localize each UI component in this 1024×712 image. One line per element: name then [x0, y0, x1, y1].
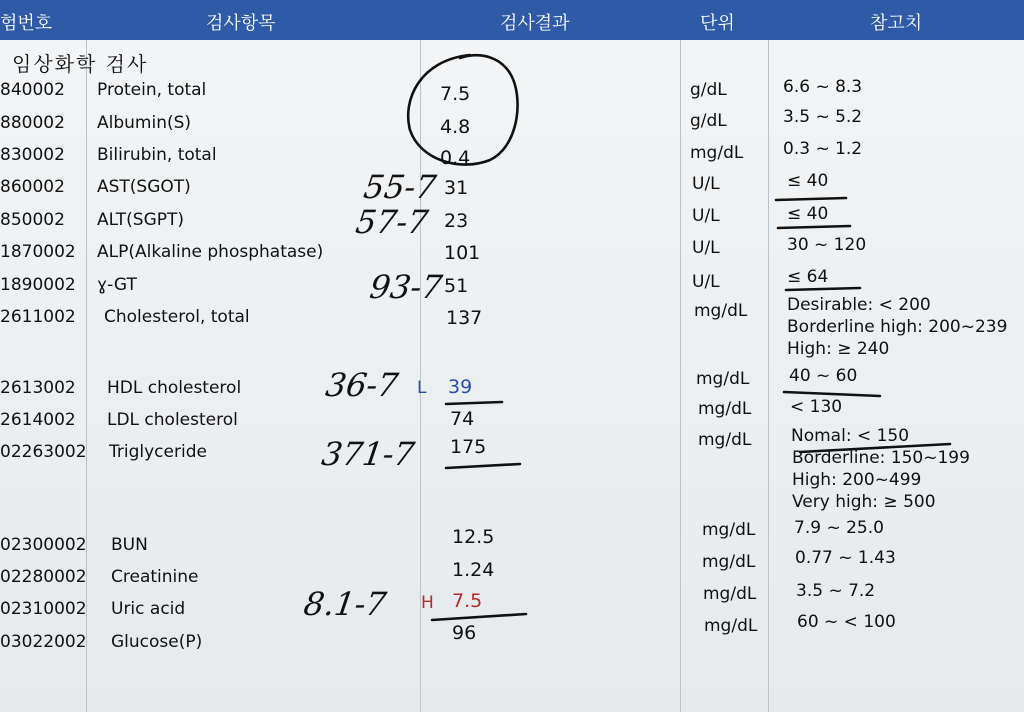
table-header — [0, 0, 1024, 40]
test-unit: U/L — [692, 272, 720, 292]
test-code: 860002 — [0, 177, 65, 197]
test-result: 101 — [444, 242, 481, 264]
test-unit: mg/dL — [702, 520, 756, 540]
test-result: 51 — [444, 275, 469, 297]
test-code: 880002 — [0, 113, 65, 133]
test-ref: 60 ~ < 100 — [797, 612, 896, 632]
test-ref: High: 200~499 — [792, 470, 922, 490]
test-item: Uric acid — [111, 599, 186, 619]
header-item: 검사항목 — [206, 13, 276, 34]
test-ref: 3.5 ~ 7.2 — [796, 581, 876, 601]
test-ref: 0.3 ~ 1.2 — [783, 139, 863, 159]
test-code: 2613002 — [0, 378, 76, 398]
test-result: 31 — [444, 177, 469, 199]
test-code: 02310002 — [0, 599, 87, 619]
handwritten-note: 8.1-7 — [301, 585, 389, 623]
handwritten-note: 93-7 — [367, 268, 445, 306]
test-code: 2611002 — [0, 307, 76, 327]
test-item: ɣ-GT — [97, 275, 137, 295]
test-item: Protein, total — [97, 80, 207, 100]
handwritten-note: 57-7 — [353, 203, 431, 241]
test-ref: 30 ~ 120 — [787, 235, 867, 255]
test-result: 1.24 — [452, 559, 495, 581]
test-result: 74 — [450, 408, 475, 430]
test-ref: Desirable: < 200 — [787, 295, 931, 315]
test-code: 02300002 — [0, 535, 87, 555]
test-ref: Very high: ≥ 500 — [792, 492, 936, 512]
test-unit: g/dL — [690, 111, 727, 131]
test-item: ALP(Alkaline phosphatase) — [97, 242, 324, 262]
test-item: Bilirubin, total — [97, 145, 217, 165]
header-ref: 참고치 — [870, 13, 923, 34]
test-unit: mg/dL — [704, 616, 758, 636]
test-item: Cholesterol, total — [104, 307, 250, 327]
table-row — [0, 366, 1024, 410]
test-item: Triglyceride — [109, 442, 207, 462]
test-code: 1870002 — [0, 242, 76, 262]
test-item: BUN — [111, 535, 148, 555]
high-flag: H — [421, 593, 434, 613]
test-ref: High: ≥ 240 — [787, 339, 890, 359]
handwritten-note: 36-7 — [323, 366, 401, 404]
test-code: 02263002 — [0, 442, 87, 462]
test-item: ALT(SGPT) — [97, 210, 185, 230]
test-item: LDL cholesterol — [107, 410, 238, 430]
test-ref: 0.77 ~ 1.43 — [795, 548, 896, 568]
test-item: AST(SGOT) — [97, 177, 191, 197]
test-result: 4.8 — [440, 116, 471, 138]
test-ref: 7.9 ~ 25.0 — [794, 518, 884, 538]
test-unit: g/dL — [690, 80, 727, 100]
table-row — [0, 235, 1024, 274]
table-row — [0, 426, 1024, 512]
table-row — [0, 139, 1024, 177]
test-unit: mg/dL — [696, 369, 750, 389]
section-title: 임상화학 검사 — [12, 52, 149, 76]
test-result: 7.5 — [452, 590, 483, 612]
test-unit: mg/dL — [698, 430, 752, 450]
table-row — [0, 612, 1024, 664]
test-result: 7.5 — [440, 83, 471, 105]
test-ref: ≤ 64 — [787, 267, 829, 287]
test-unit: mg/dL — [694, 301, 748, 321]
table-row — [0, 107, 1024, 145]
test-ref: ≤ 40 — [787, 204, 829, 224]
test-code: 840002 — [0, 80, 65, 100]
test-code: 1890002 — [0, 275, 76, 295]
test-ref: Borderline: 150~199 — [792, 448, 970, 468]
test-unit: U/L — [692, 174, 720, 194]
test-ref: 6.6 ~ 8.3 — [783, 77, 863, 97]
table-row — [0, 171, 1024, 209]
header-unit: 단위 — [700, 13, 735, 34]
test-result: 0.4 — [440, 147, 471, 169]
test-item: HDL cholesterol — [107, 378, 242, 398]
handwritten-note: 55-7 — [361, 168, 439, 206]
test-ref: ≤ 40 — [787, 171, 829, 191]
test-unit: U/L — [692, 238, 720, 258]
test-ref: < 130 — [790, 397, 843, 417]
test-result: 96 — [452, 622, 477, 644]
test-ref: 40 ~ 60 — [789, 366, 858, 386]
test-code: 03022002 — [0, 632, 87, 652]
header-code: 험번호 — [0, 13, 53, 34]
test-code: 2614002 — [0, 410, 76, 430]
test-unit: mg/dL — [703, 584, 757, 604]
test-ref: Borderline high: 200~239 — [787, 317, 1008, 337]
table-row — [0, 77, 1024, 112]
low-flag: L — [417, 378, 427, 398]
test-item: Albumin(S) — [97, 113, 192, 133]
header-result: 검사결과 — [500, 13, 570, 34]
test-item: Glucose(P) — [111, 632, 203, 652]
test-item: Creatinine — [111, 567, 199, 587]
test-code: 02280002 — [0, 567, 87, 587]
table-row — [0, 204, 1024, 242]
test-result: 23 — [444, 210, 469, 232]
test-ref: 3.5 ~ 5.2 — [783, 107, 863, 127]
test-result: 137 — [446, 307, 483, 329]
test-code: 850002 — [0, 210, 65, 230]
test-result: 12.5 — [452, 526, 495, 548]
test-unit: mg/dL — [702, 552, 756, 572]
test-ref: Nomal: < 150 — [791, 426, 910, 446]
test-unit: U/L — [692, 206, 720, 226]
test-result: 175 — [450, 436, 487, 458]
handwritten-note: 371-7 — [319, 435, 417, 473]
test-unit: mg/dL — [690, 143, 744, 163]
test-code: 830002 — [0, 145, 65, 165]
table-row — [0, 295, 1024, 359]
test-unit: mg/dL — [698, 399, 752, 419]
test-result: 39 — [448, 376, 473, 398]
